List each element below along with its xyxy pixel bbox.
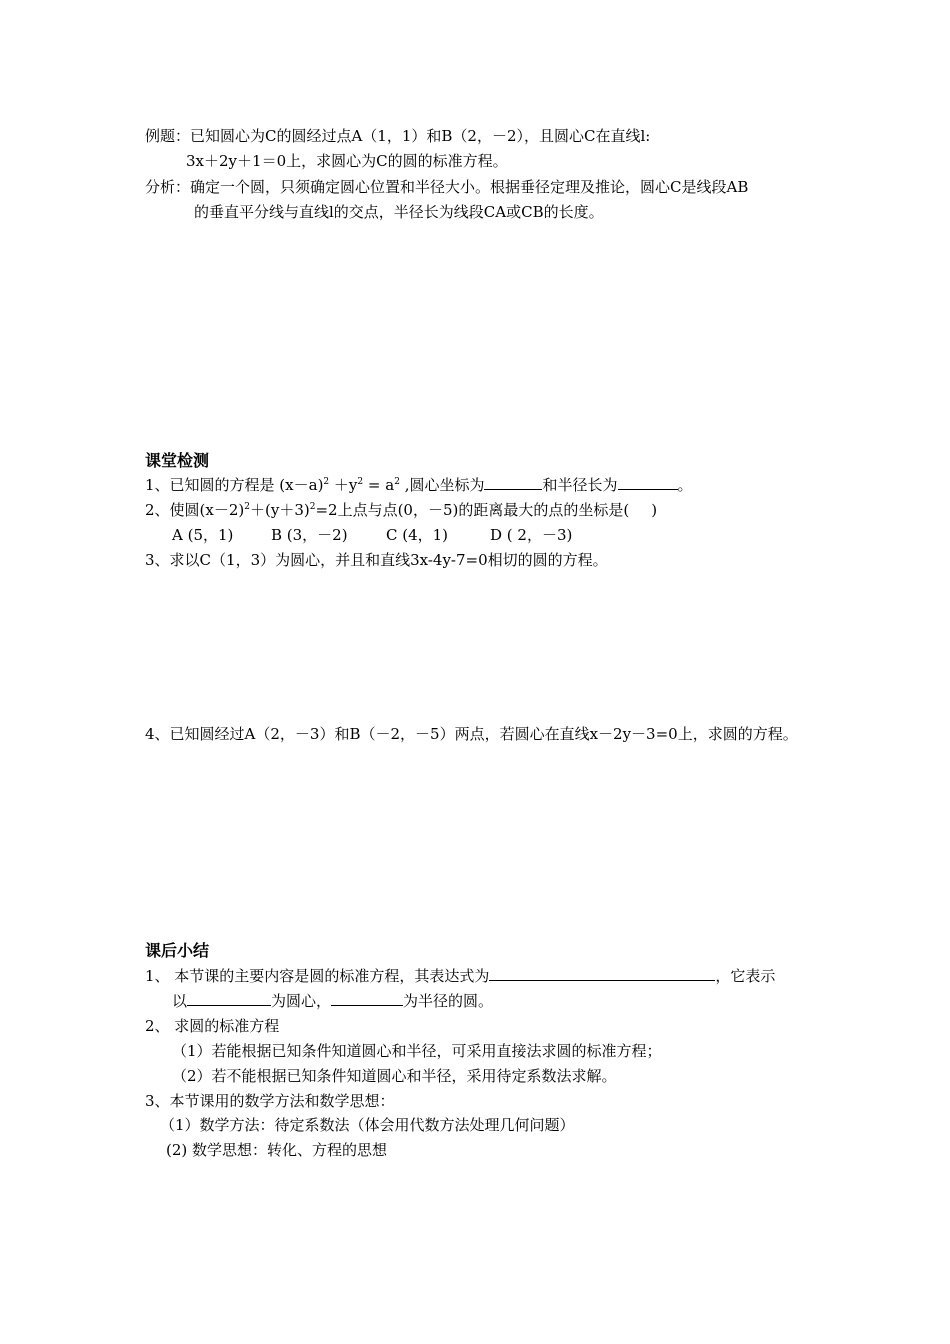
q1-sup-1: 2 bbox=[323, 477, 330, 487]
analysis-line-1: 分析：确定一个圆，只须确定圆心位置和半径大小。根据垂径定理及推论，圆心C是线段AB bbox=[145, 178, 749, 196]
q2-option-c: C (4，1) bbox=[386, 526, 449, 544]
q1-center-blank[interactable] bbox=[484, 475, 542, 490]
q1-sup-2: 2 bbox=[357, 477, 364, 487]
q1-sup-3: 2 bbox=[394, 477, 400, 487]
q2-part-a: 2、使圆(x－2) bbox=[145, 501, 245, 519]
q1-radius-blank[interactable] bbox=[618, 475, 678, 490]
s1-part-e: 为半径的圆。 bbox=[403, 992, 494, 1010]
q1-part-d: ,圆心坐标为 bbox=[399, 476, 485, 494]
example-line-2: 3x＋2y＋1＝0上，求圆心为C的圆的标准方程。 bbox=[186, 152, 508, 170]
q2-part-b: ＋(y＋3) bbox=[250, 501, 310, 519]
summary-item-3: 3、本节课用的数学方法和数学思想： bbox=[145, 1092, 395, 1110]
q1-part-e: 和半径长为 bbox=[542, 476, 618, 494]
summary-item-2-2: （2）若不能根据已知条件知道圆心和半径，采用待定系数法求解。 bbox=[172, 1067, 617, 1085]
summary-item-3-1: （1）数学方法：待定系数法（体会用代数方法处理几何问题） bbox=[160, 1116, 575, 1134]
question-3: 3、求以C（1，3）为圆心，并且和直线3x-4y-7=0相切的圆的方程。 bbox=[145, 551, 608, 569]
s1-radius-blank[interactable] bbox=[331, 991, 403, 1006]
summary-item-2-1: （1）若能根据已知条件知道圆心和半径，可采用直接法求圆的标准方程； bbox=[172, 1042, 662, 1060]
q2-part-c: =2上点与点(0，－5)的距离最大的点的坐标是( bbox=[315, 501, 630, 519]
check-heading: 课堂检测 bbox=[145, 451, 210, 470]
s1-part-d: 为圆心， bbox=[271, 992, 332, 1010]
s1-part-c: 以 bbox=[172, 992, 188, 1010]
q2-option-a: A (5，1) bbox=[172, 526, 234, 544]
s1-part-b: ，它表示 bbox=[715, 967, 776, 985]
q1-part-b: ＋y bbox=[329, 476, 358, 494]
q1-part-a: 1、已知圆的方程是 (x－a) bbox=[145, 476, 324, 494]
q2-sup-1: 2 bbox=[244, 502, 250, 512]
summary-item-1-line-1 bbox=[145, 966, 775, 986]
question-4: 4、已知圆经过A（2，－3）和B（－2，－5）两点，若圆心在直线x－2y－3=0上，求圆的方程。 bbox=[145, 725, 798, 743]
summary-item-2: 2、 求圆的标准方程 bbox=[145, 1017, 280, 1035]
summary-item-3-2: (2) 数学思想：转化、方程的思想 bbox=[166, 1141, 388, 1159]
s1-expression-blank[interactable] bbox=[489, 966, 715, 981]
q1-part-c: = a bbox=[363, 476, 395, 494]
q2-sup-2: 2 bbox=[309, 502, 316, 512]
summary-item-1-line-2 bbox=[172, 991, 493, 1011]
s1-part-a: 1、 本节课的主要内容是圆的标准方程，其表达式为 bbox=[145, 967, 490, 985]
q1-part-f: 。 bbox=[677, 476, 693, 494]
summary-heading: 课后小结 bbox=[145, 941, 210, 960]
q2-part-d: ) bbox=[651, 501, 658, 519]
question-2 bbox=[145, 500, 657, 520]
s1-center-blank[interactable] bbox=[187, 991, 271, 1006]
example-line-1: 例题：已知圆心为C的圆经过点A（1，1）和B（2，－2），且圆心C在直线l: bbox=[145, 127, 651, 145]
analysis-line-2: 的垂直平分线与直线l的交点，半径长为线段CA或CB的长度。 bbox=[194, 203, 604, 221]
question-1 bbox=[145, 475, 693, 495]
q2-option-b: B (3，－2) bbox=[271, 526, 348, 544]
q2-option-d: D ( 2，－3) bbox=[490, 526, 573, 544]
